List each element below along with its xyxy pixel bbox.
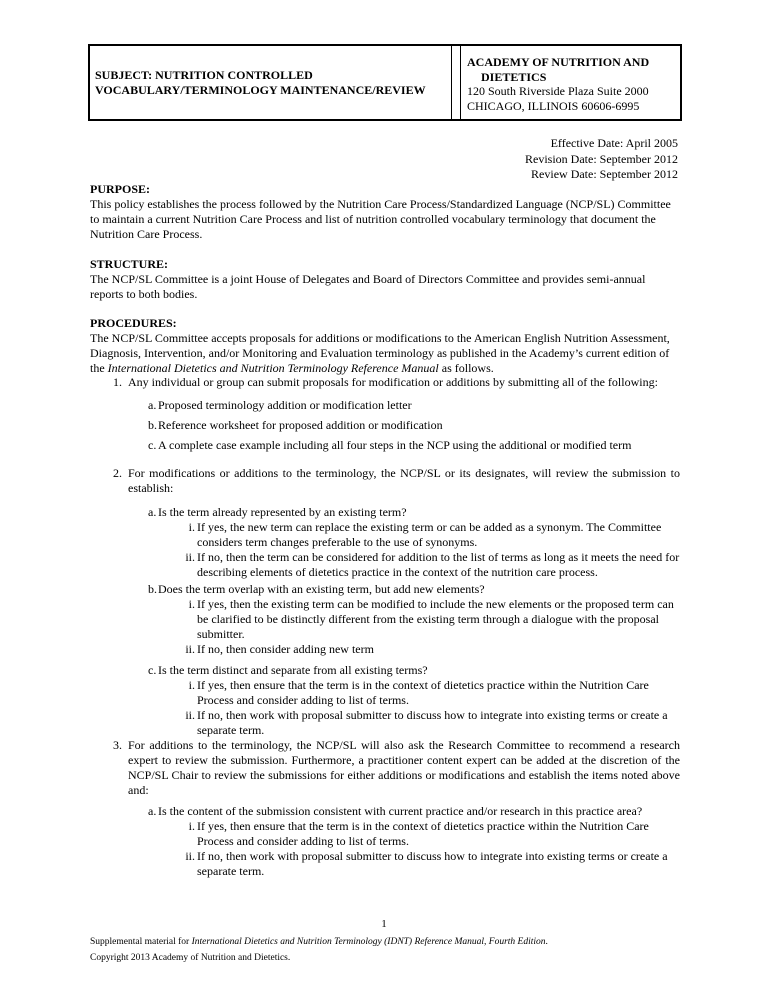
- subject-line-1: SUBJECT: NUTRITION CONTROLLED: [95, 67, 313, 82]
- org-name-line-2: DIETETICS: [481, 69, 547, 84]
- item-2-c-ii: ii. If no, then work with proposal submitter to discuss how to integrate into existing terms or create a separate term.: [185, 708, 668, 737]
- item-2-c-i: i. If yes, then ensure that the term is in the context of dietetics practice within the Nutrition Care Process and consider adding to list of terms.: [188, 678, 649, 707]
- footer: [90, 934, 548, 966]
- procedures-intro: The NCP/SL Committee accepts proposals for additions or modifications to the American English Nutrition Assessment, Diagnosis, Intervention, and/or Monitoring and Evaluation terminology as published in the Academy’s current edition of the International Dietetics and Nutrition Terminology Reference Manual as follows.: [90, 331, 670, 375]
- org-address-2: CHICAGO, ILLINOIS 60606-6995: [467, 98, 640, 113]
- item-2-a-ii: ii. If no, then the term can be considered for addition to the list of terms as long as it meets the need for describing elements of dietetics practice in the context of the nutrition care process.: [185, 550, 680, 579]
- item-2-b: b. Does the term overlap with an existing term, but add new elements?: [148, 582, 485, 596]
- organization-cell: [461, 46, 680, 119]
- item-2-a: a. Is the term already represented by an existing term?: [148, 505, 407, 519]
- policy-dates: [525, 136, 678, 183]
- item-2-text: For modifications or additions to the terminology, the NCP/SL or its designates, will review the submission to establish:: [128, 466, 680, 495]
- item-1-a: a. Proposed terminology addition or modification letter: [148, 398, 412, 412]
- review-date: Review Date: September 2012: [531, 167, 678, 181]
- procedure-item-1: 1. Any individual or group can submit proposals for modification or additions by submitting all of the following: a. Proposed terminology addition or modification letter b. Reference worksheet for proposed addition or modification c. A complete case example including all four steps in the NCP using the additional or modified term: [90, 375, 680, 453]
- procedure-item-3: 3. For additions to the terminology, the NCP/SL will also ask the Research Committee to recommend a research expert to review the submission. Furthermore, a practitioner content expert can be added at the discretion of the NCP/SL Chair to review the submissions for either additions or modifications and establish the items noted above and: a. Is the content of the submission consistent with current practice and/or research in this practice area? i. If yes, then ensure that the term is in the context of dietetics practice within the Nutrition Care Process and consider adding to list of terms. ii. If no, then work with proposal submitter to discuss how to integrate into existing terms or create a separate term.: [90, 738, 680, 879]
- item-2-a-i: i. If yes, the new term can replace the existing term or can be added as a synonym. The Committee considers term changes preferable to the use of synonyms.: [188, 520, 662, 549]
- item-2-c: c. Is the term distinct and separate from all existing terms?: [148, 663, 428, 677]
- effective-date: Effective Date: April 2005: [550, 136, 678, 150]
- org-address-1: 120 South Riverside Plaza Suite 2000: [467, 84, 649, 98]
- procedures-heading: PROCEDURES:: [90, 316, 177, 330]
- manual-title: International Dietetics and Nutrition Terminology Reference Manual: [107, 361, 439, 375]
- item-1-c: c. A complete case example including all four steps in the NCP using the additional or modified term: [148, 438, 632, 452]
- header-box: [88, 44, 682, 121]
- item-3-text: For additions to the terminology, the NCP/SL will also ask the Research Committee to recommend a research expert to review the submission. Furthermore, a practitioner content expert can be added at the discretion of the NCP/SL Chair to review the submissions for either additions or modifications and establish the items noted above and:: [128, 738, 680, 797]
- procedure-item-2: 2. For modifications or additions to the terminology, the NCP/SL or its designates, will review the submission to establish: a. Is the term already represented by an existing term? i. If yes, the new term can replace the existing term or can be added as a synonym. The Committee considers term changes preferable to the use of synonyms. ii. If no, then the term can be considered for addition to the list of terms as long as it meets the need for describing elements of dietetics practice in the context of the nutrition care process. b. Does the term overlap with an existing term, but add new elements? i. If yes, then the existing term can be modified to include the new elements or the proposed term can be clarified to be distinctly different from the existing term through a dialogue with the proposal submitter. ii. If no, then consider adding new term c. Is the term distinct and separate from all existing terms? i. If yes, then ensure that the term is in the context of dietetics practice within the Nutrition Care Process and consider adding to list of terms. ii. If no, then work with proposal submitter to discuss how to integrate into existing terms or create a separate term.: [90, 466, 680, 738]
- item-3-a-ii: ii. If no, then work with proposal submitter to discuss how to integrate into existing terms or create a separate term.: [185, 849, 668, 878]
- footer-supplemental: Supplemental material for International Dietetics and Nutrition Terminology (IDNT) Reference Manual, Fourth Edition.: [90, 937, 548, 947]
- item-2-b-i: i. If yes, then the existing term can be modified to include the new elements or the proposed term can be clarified to be distinctly different from the existing term through a dialogue with the proposal submitter.: [188, 597, 674, 641]
- subject-cell: [90, 46, 452, 119]
- item-3-a: a. Is the content of the submission consistent with current practice and/or research in this practice area?: [148, 804, 643, 818]
- item-3-a-i: i. If yes, then ensure that the term is in the context of dietetics practice within the Nutrition Care Process and consider adding to list of terms.: [188, 819, 649, 848]
- header-divider: [452, 46, 461, 119]
- purpose-text: This policy establishes the process followed by the Nutrition Care Process/Standardized Language (NCP/SL) Committee to maintain a current Nutrition Care Process and list of nutrition controlled vocabulary terminology that document the Nutrition Care Process.: [90, 197, 671, 241]
- structure-text: The NCP/SL Committee is a joint House of Delegates and Board of Directors Committee and provides semi-annual reports to both bodies.: [90, 272, 646, 301]
- purpose-section: [90, 182, 680, 242]
- org-name-line-1: ACADEMY OF NUTRITION AND: [467, 55, 650, 69]
- subject-line-2: VOCABULARY/TERMINOLOGY MAINTENANCE/REVIEW: [95, 82, 426, 97]
- structure-section: [90, 257, 680, 302]
- item-1-b: b. Reference worksheet for proposed addition or modification: [148, 418, 443, 432]
- item-1-text: Any individual or group can submit proposals for modification or additions by submitting all of the following:: [128, 375, 658, 389]
- page-number: 1: [381, 918, 387, 930]
- procedures-section: [90, 316, 680, 376]
- item-2-b-ii: ii. If no, then consider adding new term: [185, 642, 374, 656]
- footer-copyright: Copyright 2013 Academy of Nutrition and Dietetics.: [90, 953, 291, 963]
- structure-heading: STRUCTURE:: [90, 257, 169, 271]
- revision-date: Revision Date: September 2012: [525, 151, 678, 166]
- purpose-heading: PURPOSE:: [90, 182, 150, 196]
